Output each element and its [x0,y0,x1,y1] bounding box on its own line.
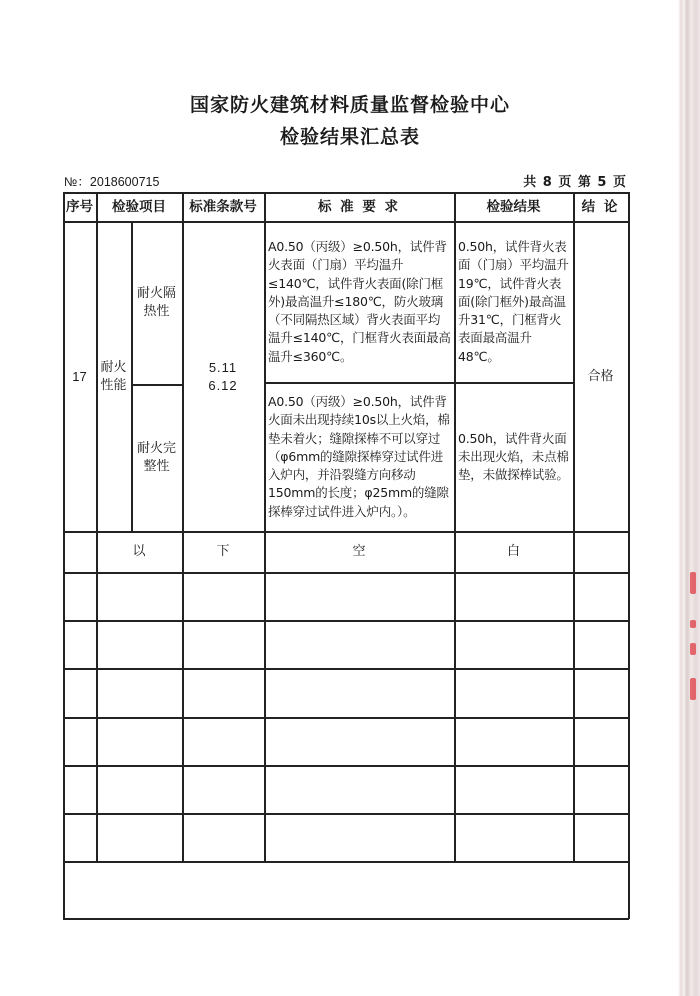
row-item-line2: 性能 [100,378,127,393]
row-conclusion: 合格 [587,369,614,384]
subitem-name-line2: 整性 [143,459,170,474]
table-border-right [628,192,630,919]
row-seq: 17 [72,369,87,384]
report-number: №：2018600715 [64,175,160,189]
page-indicator: 共 8 页 第 5 页 [523,175,627,190]
subitem-integrity [131,385,182,531]
subitem-name-line1: 耐火完 [136,441,176,456]
clause-line1: 5.11 [208,360,238,375]
subitem-name-line1: 耐火隔 [136,286,176,301]
result-insulation: 0.50h，试件背火表面（门扇）平均温升19℃，试件背火表面(除门框外)最高温升31℃，门框背火表面最高温升48℃。 [458,239,569,364]
blank-marker-2: 下 [216,544,230,559]
result-integrity: 0.50h，试件背火面未出现火焰，未点棉垫，未做探棒试验。 [458,430,569,483]
row-divider [63,717,629,719]
blank-marker-3: 空 [352,544,366,559]
row-divider [63,668,629,670]
header-item: 检验项目 [112,199,166,215]
organization-title: 国家防火建筑材料质量监督检验中心 [189,94,510,116]
subitem-name-line2: 热性 [143,304,170,319]
row-divider [63,765,629,767]
header-seq: 序号 [66,199,93,215]
header-result: 检验结果 [486,199,541,215]
row-divider [63,861,629,863]
subitem-insulation [131,222,182,384]
header-clause: 标准条款号 [189,199,257,215]
row-divider [63,572,629,574]
header-conclusion: 结 论 [581,199,620,215]
requirement-integrity: A0.50（丙级）≥0.50h，试件背火面未出现持续10s以上火焰，棉垫未着火；缝隙探棒不可以穿过（φ6mm的缝隙探棒穿过试件进入炉内，并沿裂缝方向移动150mm的长度；φ25mm的缝隙探棒穿过试件进入炉内。）。 [268,394,450,519]
row-item [96,222,131,532]
row-divider [63,813,629,815]
row-divider [63,620,629,622]
requirement-insulation: A0.50（丙级）≥0.50h，试件背火表面（门扇）平均温升≤140℃，试件背火表面(除门框外)最高温升≤180℃，防火玻璃（不同隔热区域）背火表面平均温升≤140℃，门框背火表面最高温升≤360℃。 [268,239,451,364]
clause-line2: 6.12 [208,378,238,393]
blank-marker-4: 白 [506,544,520,559]
row-item-line1: 耐火 [100,360,127,375]
blank-marker-1: 以 [132,544,146,559]
header-requirement: 标 准 要 求 [317,199,401,215]
document-title: 检验结果汇总表 [279,126,420,148]
row-clause [182,222,264,532]
table-border-bottom [63,918,629,920]
